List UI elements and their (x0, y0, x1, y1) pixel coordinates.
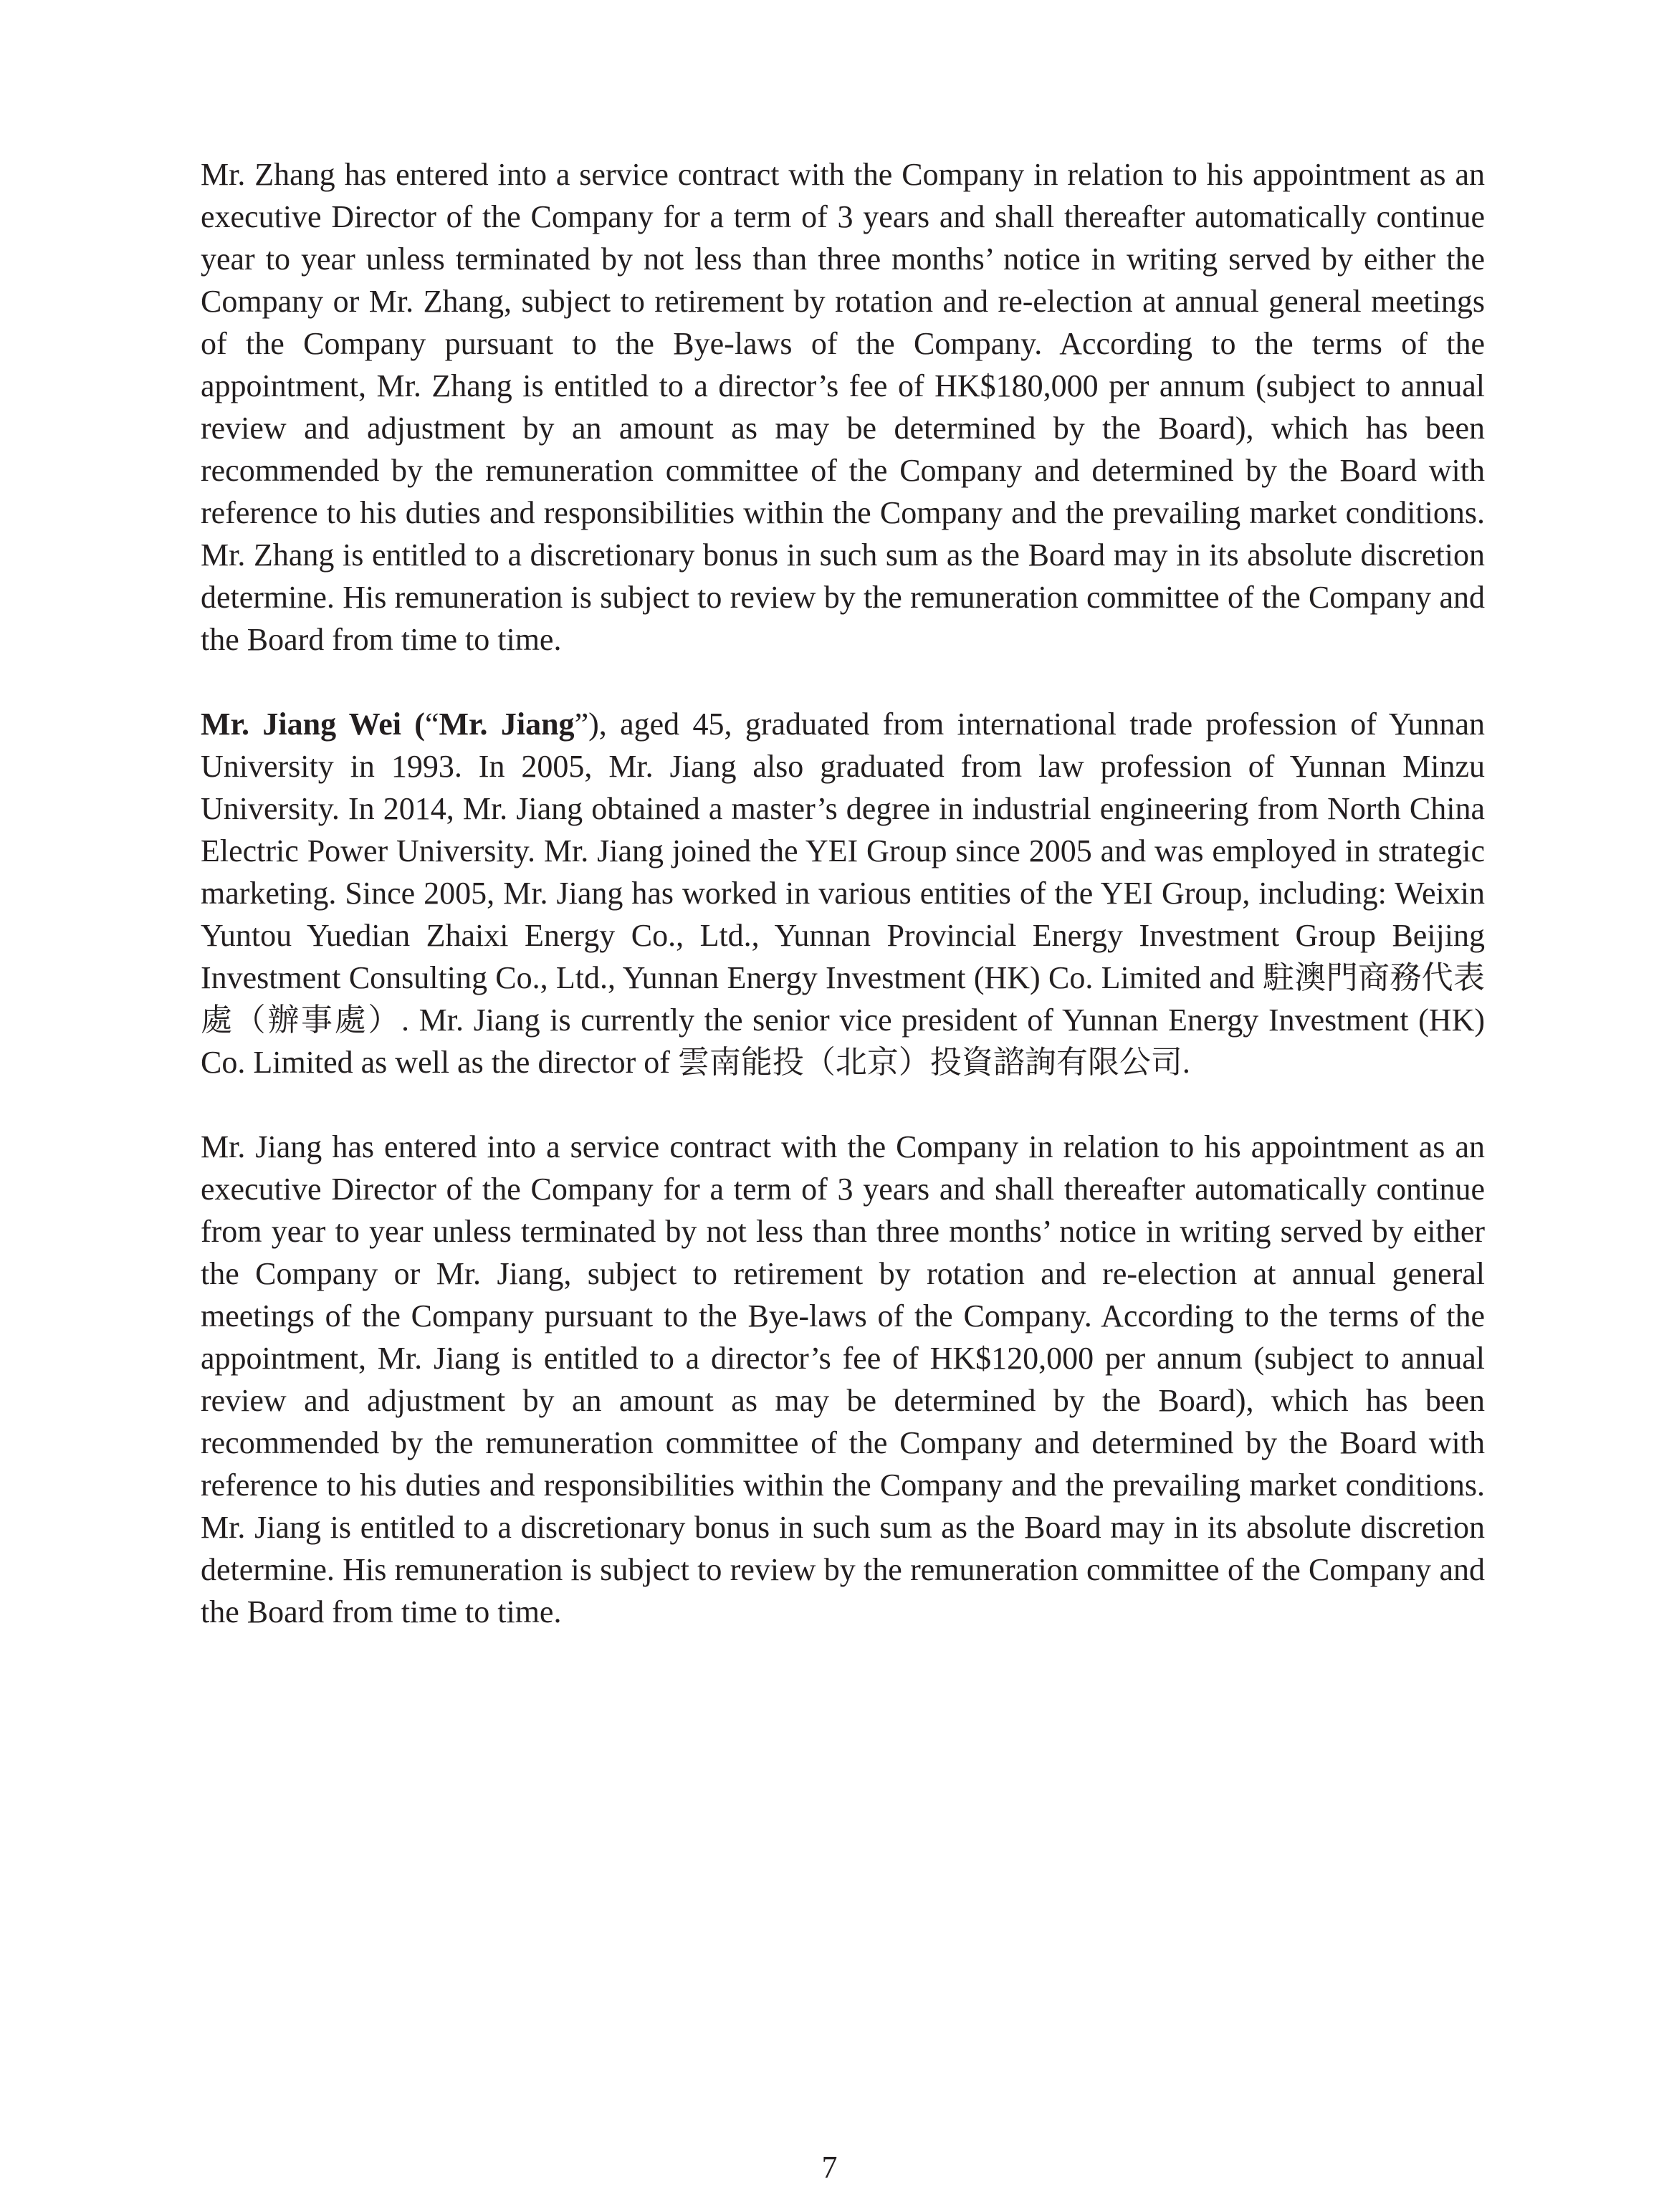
document-page (201, 153, 1485, 1633)
paragraph-text: Mr. Jiang has entered into a service contract with the Company in relation to his appointment as an executive Director of the Company for a term of 3 years and shall thereafter automatically continue from year to year unless terminated by not less than three months’ notice in writing served by either the Company or Mr. Jiang, subject to retirement by rotation and re-election at annual general meetings of the Company pursuant to the Bye-laws of the Company. According to the terms of the appointment, Mr. Jiang is entitled to a director’s fee of HK$120,000 per annum (subject to annual review and adjustment by an amount as may be determined by the Board), which has been recommended by the remuneration committee of the Company and determined by the Board with reference to his duties and responsibilities within the Company and the prevailing market conditions. Mr. Jiang is entitled to a discretionary bonus in such sum as the Board may in its absolute discretion determine. His remuneration is subject to review by the remuneration committee of the Company and the Board from time to time. (201, 1129, 1485, 1629)
paragraph-text: , aged 45, graduated from international trade profession of Yunnan University in 1993. In 2005, Mr. Jiang also graduated from law profession of Yunnan Minzu University. In 2014, Mr. Jiang obtained a master’s degree in industrial engineering from North China Electric Power University. Mr. Jiang joined the YEI Group since 2005 and was employed in strategic marketing. Since 2005, Mr. Jiang has worked in various entities of the YEI Group, including: Weixin Yuntou Yuedian Zhaixi Energy Co., Ltd., Yunnan Provincial Energy Investment Group Beijing Investment Consulting Co., Ltd., Yunnan Energy Investment (HK) Co. Limited and 駐澳門商務代表處（辦事處）. Mr. Jiang is currently the senior vice president of Yunnan Energy Investment (HK) Co. Limited as well as the director of 雲南能投（北京）投資諮詢有限公司. (201, 707, 1486, 1080)
director-alias: Mr. Jiang (439, 707, 575, 742)
paragraph-jiang-biography (201, 703, 1485, 1083)
paragraph-text: Mr. Zhang has entered into a service contract with the Company in relation to his appointment as an executive Director of the Company for a term of 3 years and shall thereafter automatically continue year to year unless terminated by not less than three months’ notice in writing served by either the Company or Mr. Zhang, subject to retirement by rotation and re-election at annual general meetings of the Company pursuant to the Bye-laws of the Company. According to the terms of the appointment, Mr. Zhang is entitled to a director’s fee of HK$180,000 per annum (subject to annual review and adjustment by an amount as may be determined by the Board), which has been recommended by the remuneration committee of the Company and determined by the Board with reference to his duties and responsibilities within the Company and the prevailing market conditions. Mr. Zhang is entitled to a discretionary bonus in such sum as the Board may in its absolute discretion determine. His remuneration is subject to review by the remuneration committee of the Company and the Board from time to time. (201, 157, 1485, 657)
quote-close: ”) (574, 707, 599, 742)
paragraph-jiang-service-contract (201, 1126, 1485, 1633)
quote-open: “ (424, 707, 439, 742)
paragraph-zhang-service-contract (201, 153, 1485, 661)
page-number: 7 (821, 2150, 838, 2185)
director-name: Mr. Jiang Wei ( (201, 707, 425, 742)
